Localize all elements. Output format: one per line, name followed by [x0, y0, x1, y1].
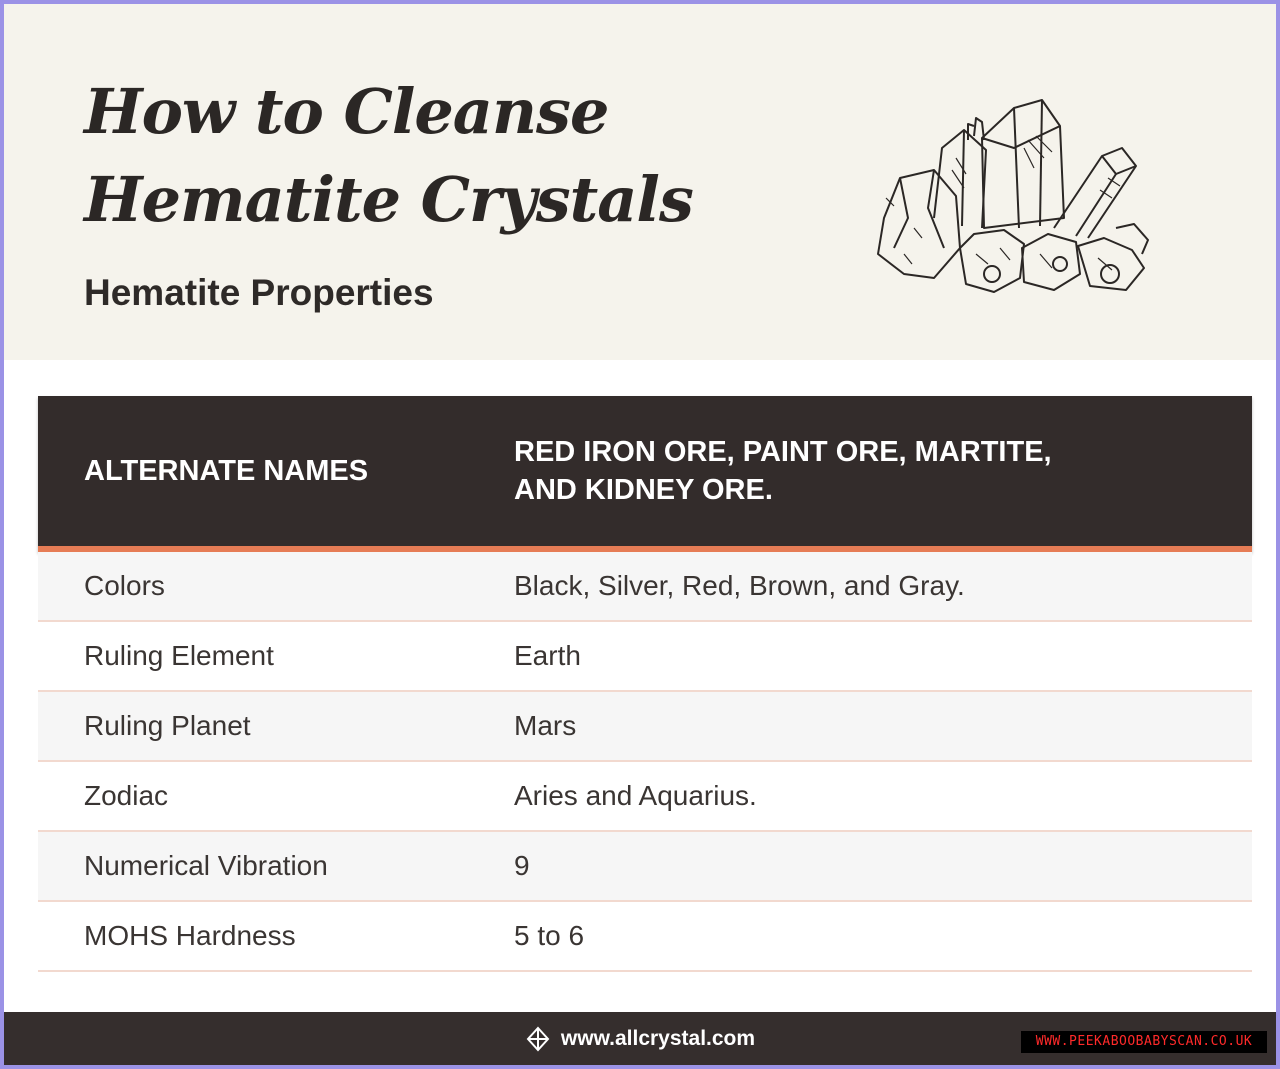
header-value-line-2: AND KIDNEY ORE.: [514, 474, 773, 506]
crystal-cluster-illustration: [864, 78, 1154, 308]
header-value: [514, 433, 1114, 509]
table-row: [38, 762, 1252, 832]
row-value: Aries and Aquarius.: [514, 780, 757, 811]
watermark: WWW.PEEKABOOBABYSCAN.CO.UK: [1021, 1031, 1267, 1053]
row-value: Mars: [514, 710, 577, 741]
allcrystal-logo-icon: [525, 1026, 551, 1052]
row-value: Earth: [514, 640, 581, 671]
header-value-line-1: RED IRON ORE, PAINT ORE, MARTITE,: [514, 436, 1052, 468]
table-row: [38, 902, 1252, 972]
title-line-2: Hematite Crystals: [84, 163, 693, 236]
infographic: [4, 4, 1276, 1065]
row-label: Colors: [84, 570, 165, 601]
title-line-1: How to Cleanse: [84, 75, 609, 148]
header-section: [4, 4, 1276, 360]
row-label: MOHS Hardness: [84, 920, 296, 951]
row-label: Ruling Planet: [84, 710, 251, 741]
table-row: [38, 692, 1252, 762]
website-link[interactable]: www.allcrystal.com: [560, 1026, 756, 1050]
properties-table: [38, 396, 1252, 972]
row-value: Black, Silver, Red, Brown, and Gray.: [514, 570, 965, 601]
page-title: [84, 68, 693, 244]
row-value: 9: [514, 850, 530, 881]
table-row: [38, 622, 1252, 692]
row-value: 5 to 6: [514, 920, 585, 951]
table-header-row: [38, 396, 1252, 552]
row-label: Ruling Element: [84, 640, 274, 671]
row-label: Numerical Vibration: [84, 850, 328, 881]
subtitle: Hematite Properties: [84, 272, 434, 313]
table-row: [38, 552, 1252, 622]
table-row: [38, 832, 1252, 902]
row-label: Zodiac: [84, 780, 169, 811]
header-label: ALTERNATE NAMES: [84, 454, 369, 487]
